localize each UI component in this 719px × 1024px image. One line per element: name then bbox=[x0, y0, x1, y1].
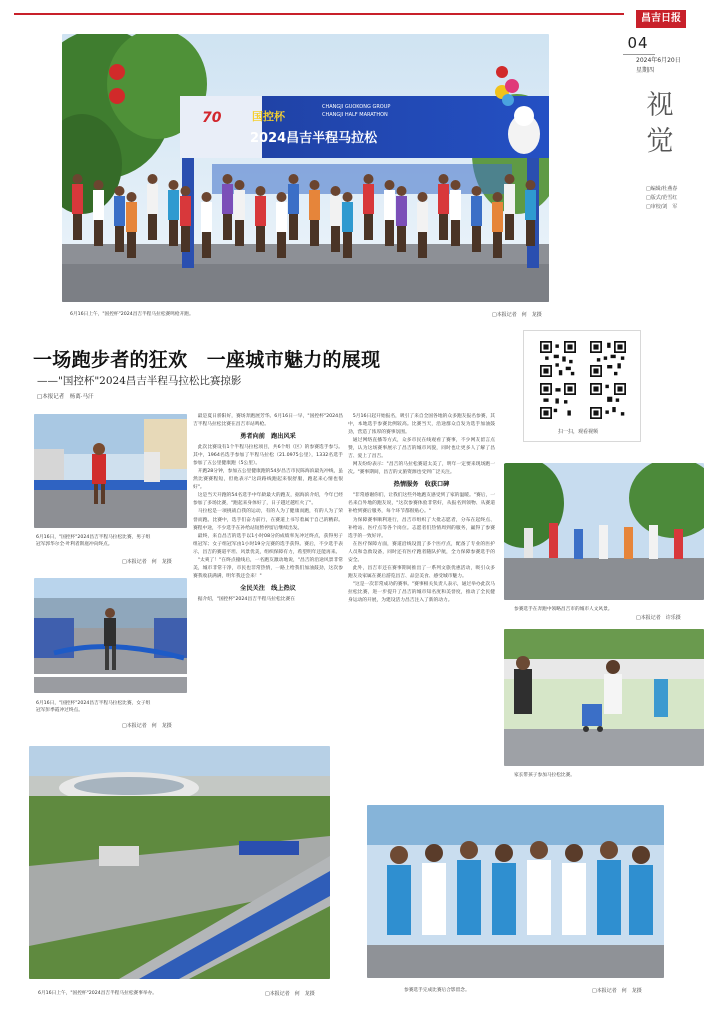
photo-female-winner bbox=[34, 578, 187, 693]
photo3-credit: □本报记者 何 龙摄 bbox=[265, 991, 315, 997]
runner-legs bbox=[235, 220, 244, 246]
runner-head bbox=[397, 186, 407, 196]
photo5-caption: 家长带孩子参加马拉松比赛。 bbox=[514, 773, 575, 778]
runner-head bbox=[364, 174, 374, 184]
runner-legs bbox=[526, 220, 535, 246]
photo4-caption: 参赛选手在奔跑中领略昌吉市的城市人文风景。 bbox=[514, 607, 613, 612]
article-paragraph: "这是一次非常成功的赛事。"赛事相关负责人表示，通过举办此次马拉松比赛，进一步提升了昌吉的城市知名度和美誉度，推动了全民健身运动的开展，为建设活力昌吉注入了新的动力。 bbox=[348, 581, 495, 603]
article-paragraph: 马拉松是一项挑战自我的运动，有的人为了健康而跑，有的人为了荣誉而跑。比赛中，选手们奋力前行，在赛道上书写着属于自己的精彩。赛程中途，不少选手在补给站短暂停留后继续出发。 bbox=[193, 509, 343, 531]
article-subheading: 热情服务 收获口碑 bbox=[393, 481, 450, 489]
runner-legs bbox=[181, 226, 190, 252]
start-arch-illustration bbox=[62, 34, 549, 302]
runner-head bbox=[277, 192, 287, 202]
runner-figure bbox=[234, 190, 245, 220]
runner-legs bbox=[94, 220, 103, 246]
article-paragraph: 此次比赛设有1个半程马拉松项目，共6个组（区）的参赛选手参与。其中，1964名选手参加了半程马拉松（21.0975公里），1332名选手参加了五公里健康跑（5公里）。 bbox=[193, 445, 343, 467]
top-photo-start-arch bbox=[62, 34, 549, 302]
aerial-view-illustration bbox=[29, 746, 330, 979]
article-paragraph: 最是夏日骄阳好，赛场奔跑展芳华。6月16日一早，"国控杯"2024昌吉半程马拉松比赛在昌吉市站鸣枪。 bbox=[193, 414, 343, 428]
runner-legs bbox=[256, 226, 265, 252]
article-paragraph: 这是当天开跑的54名选手中年龄最大的跑友，据海滨介绍，今年已经参加了多场比赛，"跑起来身体好了，日子越过越红火了"。 bbox=[193, 493, 343, 507]
runner-figure bbox=[276, 202, 287, 232]
runner-head bbox=[526, 180, 536, 190]
editor-list bbox=[646, 185, 677, 212]
runner-head bbox=[148, 174, 158, 184]
runner-legs bbox=[148, 214, 157, 240]
editor-line: □版式/范雪红 bbox=[646, 195, 678, 201]
runner-figure bbox=[180, 196, 191, 226]
article-subheading: 全民关注 线上热议 bbox=[240, 584, 296, 592]
article-column-2 bbox=[348, 413, 495, 758]
runner-legs bbox=[127, 232, 136, 258]
qr-code-icon[interactable] bbox=[590, 383, 626, 419]
photo1-caption-line2: 冠军郭华尔全·叶利者斯庭冲向终点。 bbox=[36, 542, 113, 547]
qr-code-icon[interactable] bbox=[540, 341, 576, 377]
editor-line: □审校/刘 军 bbox=[646, 204, 678, 210]
page-number: 04 bbox=[627, 34, 649, 52]
runner-head bbox=[493, 192, 503, 202]
runner-head bbox=[181, 186, 191, 196]
article-column-1 bbox=[193, 413, 343, 745]
runner-head bbox=[94, 180, 104, 190]
runner-legs bbox=[310, 220, 319, 246]
runner-figure bbox=[255, 196, 266, 226]
runner-head bbox=[256, 186, 266, 196]
runner-figure bbox=[363, 184, 374, 214]
runner-figure bbox=[438, 184, 449, 214]
runner-figure bbox=[126, 202, 137, 232]
runner-head bbox=[385, 180, 395, 190]
article-paragraph: 据介绍，"国控杯"2024昌吉半程马拉松比赛在 bbox=[197, 596, 295, 602]
runner-head bbox=[289, 174, 299, 184]
issue-date: 2024年6月20日 bbox=[636, 57, 681, 64]
runner-legs bbox=[439, 214, 448, 240]
article-paragraph: "太爽了！"在终点撞线后，一名跑友激动地说，"昌吉的沿途风景非常美，城市非常干净，市民也非常热情，一路上给我们加油鼓劲，这次参赛我收获满满，明年我还会来！" bbox=[193, 557, 343, 579]
runner-figure bbox=[342, 202, 353, 232]
runner-legs bbox=[397, 226, 406, 252]
photo1-credit: □本报记者 何 龙摄 bbox=[122, 559, 172, 565]
article-paragraph: "非常感谢你们，让我们这些外地跑友感受到了家的温暖。"赛后，一名来自外地的跑友说，"这次参赛体验非常好，从报名到领物、从赛道补给到赛后服务，每个环节都很贴心。" bbox=[348, 493, 495, 515]
runner-head bbox=[202, 192, 212, 202]
runner-head bbox=[451, 180, 461, 190]
newspaper-logo: 昌吉日报 bbox=[636, 10, 686, 28]
runner-legs bbox=[223, 214, 232, 240]
photo-group-finishers bbox=[367, 805, 664, 978]
runner-figure bbox=[201, 202, 212, 232]
runner-head bbox=[223, 174, 233, 184]
runner-legs bbox=[364, 214, 373, 240]
photo2-caption-line2: 冠军彭季霞冲过终点。 bbox=[36, 708, 83, 713]
runner-figure bbox=[396, 196, 407, 226]
article-subhead: ——"国控杯"2024昌吉半程马拉松比赛掠影 bbox=[37, 375, 242, 387]
female-winner-illustration bbox=[34, 578, 187, 693]
runner-figure bbox=[168, 190, 179, 220]
runner-legs bbox=[505, 214, 514, 240]
issue-weekday: 星期四 bbox=[636, 67, 655, 74]
article-paragraph: 最终，来自昌吉的选手以1小时08分的成绩率先冲过终点，获得男子组冠军；女子组冠军由1小时19分完赛的选手获得。赛后，不少选手表示，昌吉的赛道平坦、风景优美，组织保障有力，希望明年还能再来。 bbox=[193, 533, 343, 555]
runner-legs bbox=[385, 220, 394, 246]
arch-brand: 国控杯 bbox=[252, 110, 285, 123]
qr-code-box bbox=[523, 330, 641, 442]
city-runners-illustration bbox=[504, 463, 704, 600]
runner-head bbox=[505, 174, 515, 184]
page-number-rule bbox=[623, 54, 655, 55]
runner-legs bbox=[202, 232, 211, 258]
runner-legs bbox=[343, 232, 352, 258]
runner-head bbox=[115, 186, 125, 196]
top-photo-caption: 6月16日上午，"国控杯"2024昌吉半程马拉松赛鸣枪开跑。 bbox=[70, 312, 194, 317]
section-title: 视觉 bbox=[646, 90, 674, 157]
runner-head bbox=[310, 180, 320, 190]
photo-parent-child bbox=[504, 629, 704, 766]
runner-figure bbox=[450, 190, 461, 220]
runner-figure bbox=[309, 190, 320, 220]
runner-head bbox=[418, 192, 428, 202]
runner-legs bbox=[418, 232, 427, 258]
editor-line: □编辑/杜燕春 bbox=[646, 186, 678, 192]
photo-aerial-view bbox=[29, 746, 330, 979]
runner-figure bbox=[492, 202, 503, 232]
runner-figure bbox=[222, 184, 233, 214]
runner-figure bbox=[384, 190, 395, 220]
photo-male-winner bbox=[34, 414, 187, 528]
qr-caption: 扫一扫，观看视频 bbox=[558, 429, 599, 435]
photo6-credit: □本报记者 何 龙摄 bbox=[592, 988, 642, 994]
article-subheading: 勇者向前 跑出风采 bbox=[240, 433, 296, 441]
runner-figure bbox=[147, 184, 158, 214]
article-paragraph: 为保障赛事顺利进行，昌吉市组织了大批志愿者，分布在起终点、补给站、医疗点等各个岗位。志愿者们热情周到的服务，赢得了参赛选手的一致好评。 bbox=[348, 517, 495, 539]
runner-legs bbox=[331, 226, 340, 252]
runner-figure bbox=[330, 196, 341, 226]
male-winner-illustration bbox=[34, 414, 187, 528]
anniversary-logo: 70 bbox=[202, 110, 222, 126]
runner-figure bbox=[471, 196, 482, 226]
arch-english-2: CHANGJI HALF MARATHON bbox=[322, 112, 388, 118]
article-paragraph: 通过网络直播等方式，众多市民在线观看了赛事，不少网友留言点赞，认为这场赛事展示了昌吉的城市风貌，同时也让更多人了解了昌吉、爱上了昌吉。 bbox=[348, 438, 495, 460]
runner-figure bbox=[504, 184, 515, 214]
runner-figure bbox=[417, 202, 428, 232]
runner-head bbox=[127, 192, 137, 202]
runner-figure bbox=[525, 190, 536, 220]
arch-english-1: CHANGJI GUOKONG GROUP bbox=[322, 104, 391, 110]
qr-code-icon[interactable] bbox=[590, 341, 626, 377]
runner-figure bbox=[93, 190, 104, 220]
article-paragraph: 网友纷纷表示："昌吉的马拉松赛道太美了，明年一定要来现场跑一次。"赛事期间，昌吉的文旅资源也受到广泛关注。 bbox=[348, 462, 495, 476]
article-paragraph: 此外，昌吉市还在赛事期间推出了一系列文旅优惠活动，吸引众多跑友及家属在赛后游览昌吉、品尝美食、感受城市魅力。 bbox=[348, 565, 495, 579]
runner-head bbox=[439, 174, 449, 184]
runner-figure bbox=[288, 184, 299, 214]
runner-head bbox=[235, 180, 245, 190]
runner-legs bbox=[289, 214, 298, 240]
top-photo-credit: □本报记者 何 龙摄 bbox=[492, 312, 542, 318]
photo4-credit: □本报记者 许乐摄 bbox=[636, 615, 681, 621]
article-headline: 一场跑步者的狂欢 一座城市魅力的展现 bbox=[33, 349, 381, 371]
runner-figure bbox=[114, 196, 125, 226]
article-paragraph: 在医疗保障方面，赛道沿线设置了多个医疗点，配备了专业的医护人员和急救设备，同时还有医疗跑者随队护航，全力保障参赛选手的安全。 bbox=[348, 541, 495, 563]
top-rule bbox=[14, 13, 624, 15]
runner-legs bbox=[493, 232, 502, 258]
runner-legs bbox=[277, 232, 286, 258]
parent-child-illustration bbox=[504, 629, 704, 766]
runner-head bbox=[331, 186, 341, 196]
article-paragraph: 5月16日起开始报名，吸引了来自全国各地的众多跑友报名参赛，其中，本地选手参赛比例较高。比赛当天，沿途群众自发为选手加油鼓劲，营造了浓厚的赛事氛围。 bbox=[348, 414, 495, 436]
photo1-caption-line1: 6月16日，"国控杯"2024昌吉半程马拉松比赛，男子组 bbox=[36, 535, 151, 540]
runner-figure bbox=[72, 184, 83, 214]
runner-head bbox=[472, 186, 482, 196]
qr-code-icon[interactable] bbox=[540, 383, 576, 419]
runner-head bbox=[343, 192, 353, 202]
runner-legs bbox=[73, 214, 82, 240]
runner-head bbox=[73, 174, 83, 184]
runner-legs bbox=[472, 226, 481, 252]
group-finishers-illustration bbox=[367, 805, 664, 978]
runner-legs bbox=[451, 220, 460, 246]
photo2-caption-line1: 6月16日，"国控杯"2024昌吉半程马拉松比赛，女子组 bbox=[36, 701, 151, 706]
runner-head bbox=[169, 180, 179, 190]
photo-city-runners bbox=[504, 463, 704, 600]
article-paragraph: 开跑28分钟，参加五公里健康跑的54岁昌吉市民陈海滨最先冲线，虽然比赛赛程短，但他表示"这段路线跑起来很舒服，跑起来心情也很好"。 bbox=[193, 469, 343, 491]
photo2-credit: □本报记者 何 龙摄 bbox=[122, 723, 172, 729]
runner-legs bbox=[115, 226, 124, 252]
article-byline: □本报记者 杨离·马汗 bbox=[37, 394, 94, 400]
photo3-caption: 6月16日上午，"国控杯"2024昌吉半程马拉松赛事举办。 bbox=[38, 991, 157, 996]
arch-title: 2024昌吉半程马拉松 bbox=[250, 131, 378, 146]
runner-legs bbox=[169, 220, 178, 246]
photo6-caption: 参赛选手完成比赛后合影留念。 bbox=[404, 988, 470, 993]
